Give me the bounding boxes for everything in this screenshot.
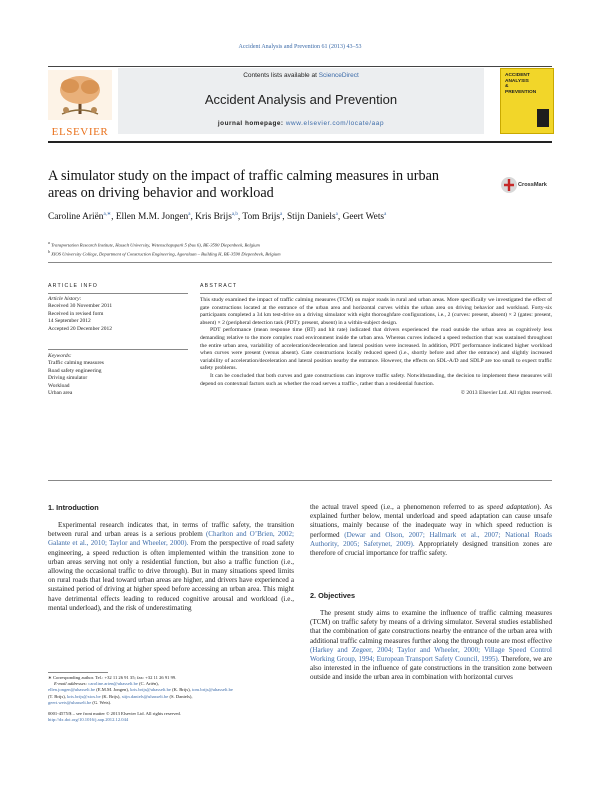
email-line — [48, 700, 294, 706]
citation-link[interactable]: (Harkey and Zegeer, 2004; Taylor and Wheeler, 2000; Village Speed Control Working Group, 1994; European Transport Safety Council, 1995). — [310, 645, 552, 664]
author[interactable] — [195, 212, 238, 222]
title-line: A simulator study on the impact of traffic calming measures in urban — [48, 168, 439, 184]
right-column-body — [310, 503, 552, 558]
history-item: 14 September 2012 — [48, 318, 91, 325]
author-name: Caroline Ariën — [48, 212, 104, 223]
affiliation-mark: b — [48, 249, 50, 254]
objectives-paragraph — [310, 609, 552, 683]
masthead-banner — [118, 68, 484, 134]
abstract-paragraph: This study examined the impact of traffic calming measures (TCM) on major roads in rural and urban areas. More specifically we investigated the effect of gate constructions located at the entrance of the urban area and horizontal curves within the urban area on driving behavior and workload. Forty-six participants completed a 34 km test-drive on a driving simulator with eight thoroughfare configurations, i.e., 2 (curves: present, absent) × 2 (gates: present, absent) × 2 (peripheral detection task (PDT): present, absent) in a within-subject design. — [200, 297, 552, 326]
email-owner: (G. Wets). — [91, 699, 112, 705]
author-affiliation-mark[interactable]: a,b — [231, 212, 238, 217]
email-link[interactable]: kris.brijs@uhasselt.be — [130, 687, 171, 693]
abstract-rule — [200, 293, 552, 294]
history-item: Received in revised form — [48, 310, 104, 317]
author-name: Tom Brijs — [242, 212, 281, 223]
author-name: Stijn Daniels — [286, 212, 336, 223]
email-link[interactable]: ellen.jongen@uhasselt.be — [48, 687, 96, 693]
body-text: the actual travel speed (i.e., a phenomenon referred to as — [310, 503, 487, 511]
contents-prefix: Contents lists available at — [243, 72, 319, 79]
article-info-heading: ARTICLE INFO — [48, 283, 99, 289]
affiliations — [48, 240, 552, 257]
contents-line — [118, 72, 484, 79]
cover-title-line: ACCIDENT — [505, 73, 530, 78]
keywords — [48, 353, 188, 397]
email-link[interactable]: geert.wets@uhasselt.be — [48, 699, 92, 705]
affiliation-b — [48, 249, 552, 258]
crossmark-label: CrossMark — [518, 182, 547, 188]
journal-title: Accident Analysis and Prevention — [204, 92, 398, 107]
journal-cover — [500, 68, 554, 134]
author-affiliation-mark[interactable]: a — [384, 212, 387, 217]
right-paragraph — [310, 503, 552, 558]
author[interactable] — [116, 212, 191, 222]
author-affiliation-mark[interactable]: a — [188, 212, 191, 217]
publisher-name: ELSEVIER — [51, 126, 109, 138]
author-affiliation-mark[interactable]: a,∗ — [103, 212, 112, 217]
issn-line: 0001-4575/$ – see front matter © 2013 Elsevier Ltd. All rights reserved. — [48, 711, 181, 717]
front-matter-rule — [48, 262, 552, 263]
homepage-link[interactable]: www.elsevier.com/locate/aap — [285, 120, 385, 127]
author-list: Caroline Ariën$^{a,∗}$, Ellen M.M. Jongen$^a$, Kris Brijs$^{a,b}$, Tom Brijs$^a$, Stijn Daniels$^a$, Geert Wets$^a$ — [48, 212, 387, 223]
email-link[interactable]: caroline.arien@uhasselt.be — [88, 681, 138, 687]
citation-link[interactable]: (Dewar and Olson, 2007; Hallmark et al., 2007; National Roads Authority, 2005; Safetynet, 2009). — [310, 530, 552, 548]
footnotes — [48, 675, 294, 723]
author[interactable] — [242, 212, 282, 222]
history-item: Received 30 November 2011 — [48, 303, 113, 310]
author[interactable] — [287, 212, 338, 222]
keyword-item: Workload — [48, 382, 70, 389]
masthead-bottom-rule — [48, 141, 552, 143]
email-owner: (K. Brijs), — [170, 687, 192, 693]
objectives-heading: 2. Objectives — [310, 591, 356, 600]
homepage-prefix: journal homepage: — [217, 120, 286, 127]
affiliation-text: Transportation Research Institute, Hasselt University, Wetenschapspark 5 (bus 6), BE-3590 Diepenbeek, Belgium — [51, 242, 260, 248]
article-title — [48, 168, 488, 202]
keywords-rule — [48, 349, 188, 350]
email-label: E-mail addresses: — [54, 681, 89, 687]
history-item: Accepted 20 December 2012 — [48, 325, 112, 332]
abstract-body — [200, 297, 552, 398]
author-name: Geert Wets — [342, 212, 385, 223]
emphasis: speed adaptation — [486, 503, 538, 511]
abstract-paragraph: It can be concluded that both curves and gate constructions can improve traffic safety. Notwithstanding, the decision to implement these measures will depend on contextual factors such as whether the road serves a traffic-, rather than a residential function. — [200, 372, 552, 387]
email-link[interactable]: tom.brijs@uhasselt.be — [191, 687, 233, 693]
email-link[interactable]: kris.brijs@xios.be — [67, 693, 101, 699]
doi-link[interactable]: http://dx.doi.org/10.1016/j.aap.2012.12.044 — [48, 717, 129, 723]
author-affiliation-mark[interactable]: a — [335, 212, 338, 217]
intro-text: From the perspective of road safety engineering, a speed reduction is often implemented within the transition zone to urban areas serving not only a residential function, but also a traffic function (i.e., allowing the occasional traffic to drive through). But in many situations speed limits on rural roads that lead toward urban areas are higher, and drivers have experienced a sustained period of driving at higher speed before accessing an urban area. This might have detrimental effects leading to reduced cognitive arousal and workload (i.e., mental underload), and the risk of underestimating — [48, 539, 294, 612]
affiliation-text: XIOS University College, Department of Construction Engineering, Agoralaan – Building H, BE-3590 Diepenbeek, Belgium — [51, 251, 281, 257]
article-history — [48, 296, 188, 333]
masthead-top-rule — [48, 66, 552, 67]
citation-link[interactable]: (Charlton and O’Brien, 2002; Galante et al., 2010; Taylor and Wheeler, 2000). — [48, 530, 294, 548]
body-text: Therefore, we are also interested in the influence of gate constructions in the transition zone between outside and inside the urban area in combination with horizontal curves — [310, 655, 553, 682]
cover-title-line: ANALYSIS — [505, 78, 529, 84]
affiliation-a — [48, 240, 552, 249]
crossmark-badge[interactable] — [500, 174, 552, 200]
abstract-copyright: © 2013 Elsevier Ltd. All rights reserved. — [460, 390, 552, 397]
keywords-label: Keywords: — [48, 353, 72, 359]
cover-title — [501, 69, 553, 95]
keyword-item: Driving simulator — [48, 375, 88, 382]
author[interactable] — [48, 212, 111, 222]
homepage-line — [118, 120, 484, 127]
cover-title-line: & — [505, 84, 509, 90]
affiliation-mark: a — [48, 241, 50, 245]
title-line: areas on driving behavior and workload — [48, 185, 274, 201]
running-header[interactable]: Accident Analysis and Prevention 61 (2013) 43–53 — [238, 44, 362, 50]
email-owner: (K. Brijs), — [100, 693, 122, 699]
objectives-body — [310, 609, 552, 683]
intro-heading: 1. Introduction — [48, 503, 99, 512]
history-label: Article history: — [48, 296, 82, 302]
corresponding-author-note: ∗ Corresponding author. Tel.: +32 11 26 91 35; fax: +32 11 26 91 99. — [48, 675, 177, 680]
keyword-item: Traffic calming measures — [48, 360, 104, 367]
elsevier-logo — [48, 70, 112, 138]
abstract-paragraph: PDT performance (mean response time (RT) and hit rate) indicated that drivers experienced the road outside the urban area as cognitively less demanding relative to the more complex road environment inside the urban area. Whereas curves induced a speed reduction that was sustained throughout the entire urban area, variability of acceleration/deceleration and lateral position were increased. In addition, PDT performance indicated higher workload when curves were present (versus absent). Gate constructions locally reduced speed (i.e., shortly before and after the entrance) and slightly increased variability of acceleration/deceleration and lateral position nearby the entrance. However, the effects on SDL-A/D and SDLP are too small to expect traffic safety problems. — [200, 327, 552, 372]
author-name: Kris Brijs — [195, 212, 232, 223]
email-owner: (E.M.M. Jongen), — [95, 687, 131, 693]
footnote-rule — [48, 672, 108, 673]
keyword-item: Urban area — [48, 390, 73, 397]
intro-paragraph — [48, 521, 294, 613]
email-owner: (C. Ariën), — [137, 681, 159, 687]
cover-graphic — [537, 109, 549, 127]
abstract-heading: ABSTRACT — [200, 283, 238, 289]
body-text: ). As explained further below, mental underload and speed adaptation can cause unsafe situations, mainly because of the inadequate way in which speed reduction is performed — [310, 503, 552, 539]
body-start-rule — [48, 480, 552, 481]
cover-title-line: PREVENTION — [505, 89, 537, 95]
email-owner: (T. Brijs), — [48, 693, 68, 699]
author[interactable] — [343, 212, 387, 222]
body-text: The present study aims to examine the influence of traffic calming measures (TCM) on traffic safety by means of a driving simulator. Several studies established that the combination of gate constructions nearby the entrance of the urban area with additional traffic calming measures further along the through route are most effective — [310, 609, 552, 645]
article-info-rule — [48, 293, 188, 294]
crossmark-icon — [500, 176, 518, 194]
body-text: Appropriately designed transition zones are therefore of crucial importance for traffic safety. — [310, 539, 553, 558]
sciencedirect-link[interactable]: ScienceDirect — [318, 72, 359, 79]
keyword-item: Road safety engineering — [48, 367, 102, 374]
email-owner: (S. Daniels), — [168, 693, 193, 699]
elsevier-tree-icon — [48, 70, 112, 120]
intro-body — [48, 521, 294, 613]
author-affiliation-mark[interactable]: a — [280, 212, 283, 217]
email-link[interactable]: stijn.daniels@uhasselt.be — [121, 693, 169, 699]
author-name: Ellen M.M. Jongen — [115, 212, 189, 223]
intro-text: Experimental research indicates that, in terms of traffic safety, the transition between rural and urban areas is a serious problem — [48, 521, 294, 539]
